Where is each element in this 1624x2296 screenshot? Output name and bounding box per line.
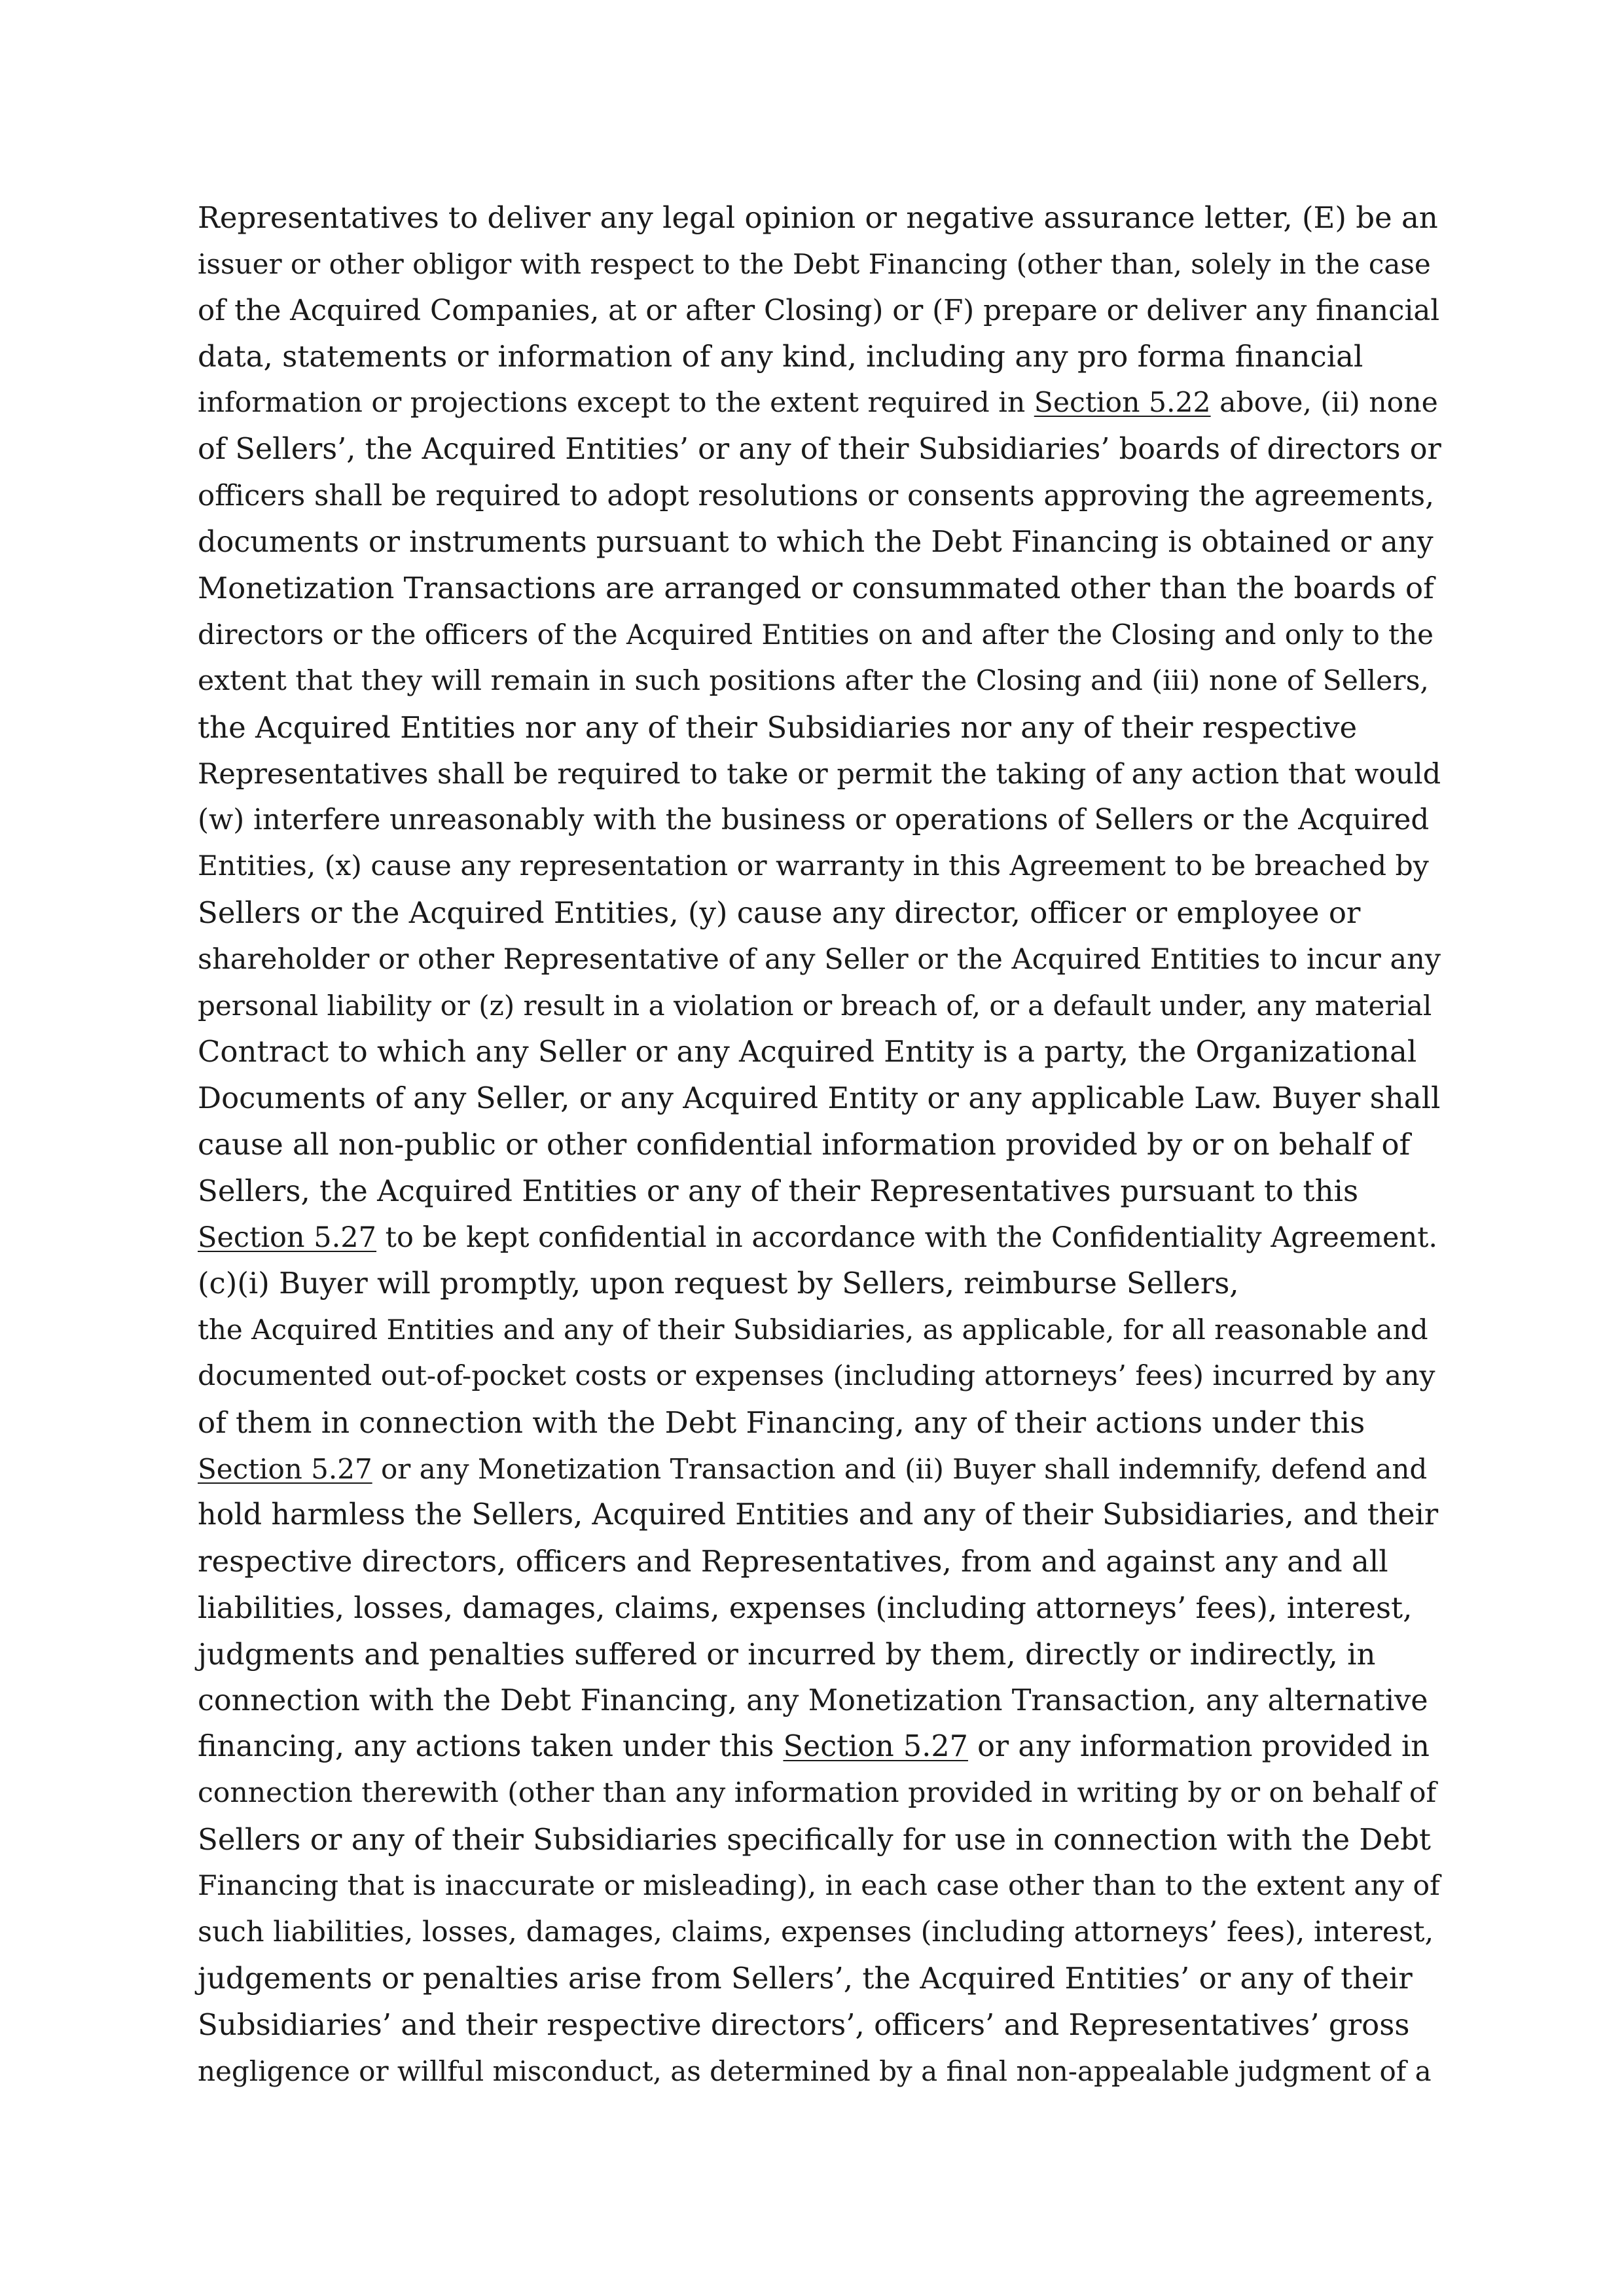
text-segment: liabilities, losses, damages, claims, expenses (including attorneys’ fees), interest,	[198, 1590, 1413, 1625]
section-reference: Section 5.22	[1034, 387, 1211, 420]
text-line	[198, 334, 1441, 380]
text-segment: cause all non-public or other confidential information provided by or on behalf of	[198, 1126, 1411, 1162]
text-line	[198, 2049, 1441, 2095]
text-segment: Sellers, the Acquired Entities or any of their Representatives pursuant to this	[198, 1173, 1359, 1208]
text-segment: Documents of any Seller, or any Acquired Entity or any applicable Law. Buyer shall	[198, 1081, 1441, 1116]
text-segment: connection with the Debt Financing, any Monetization Transaction, any alternative	[198, 1683, 1428, 1717]
text-segment: (w) interfere unreasonably with the business or operations of Sellers or the Acquired	[198, 804, 1430, 837]
text-line	[198, 612, 1441, 658]
text-segment: judgments and penalties suffered or incurred by them, directly or indirectly, in	[198, 1636, 1376, 1672]
text-line	[198, 1863, 1441, 1910]
text-line	[198, 1539, 1441, 1585]
text-line	[198, 1817, 1441, 1863]
text-segment: respective directors, officers and Representatives, from and against any and all	[198, 1544, 1388, 1579]
text-segment: Financing that is inaccurate or misleading), in each case other than to the extent any of	[198, 1869, 1440, 1902]
text-segment: or any Monetization Transaction and (ii) Buyer shall indemnify, defend and	[372, 1452, 1428, 1485]
section-reference: Section 5.27	[198, 1452, 372, 1485]
text-line	[198, 1770, 1441, 1817]
text-line	[198, 890, 1441, 937]
text-line	[198, 288, 1441, 334]
text-segment: documented out-of-pocket costs or expenses (including attorneys’ fees) incurred by any	[198, 1359, 1435, 1392]
text-line	[198, 1585, 1441, 1632]
text-line	[198, 844, 1441, 890]
text-segment: hold harmless the Sellers, Acquired Entities and any of their Subsidiaries, and their	[198, 1498, 1439, 1532]
text-line	[198, 1307, 1441, 1354]
text-segment: financing, any actions taken under this	[198, 1730, 784, 1764]
section-reference: Section 5.27	[783, 1730, 968, 1764]
text-segment: directors or the officers of the Acquired Entities on and after the Closing and only to the	[198, 619, 1434, 651]
text-segment: personal liability or (z) result in a violation or breach of, or a default under, any material	[198, 989, 1432, 1022]
text-line	[198, 937, 1441, 983]
text-line	[198, 751, 1441, 798]
text-segment: Entities, (x) cause any representation or warranty in this Agreement to be breached by	[198, 850, 1429, 883]
text-line	[198, 565, 1441, 612]
text-segment: connection therewith (other than any information provided in writing by or on behalf of	[198, 1777, 1437, 1810]
text-segment: of them in connection with the Debt Financing, any of their actions under this	[198, 1405, 1365, 1440]
text-segment: documents or instruments pursuant to which the Debt Financing is obtained or any	[198, 525, 1434, 559]
text-segment: Sellers or the Acquired Entities, (y) cause any director, officer or employee or	[198, 895, 1361, 930]
text-line	[198, 983, 1441, 1030]
text-line	[198, 2002, 1441, 2049]
text-segment: shareholder or other Representative of any Seller or the Acquired Entities to incur any	[198, 942, 1441, 976]
text-segment: Representatives shall be required to take or permit the taking of any action that would	[198, 757, 1441, 791]
text-segment: above, (ii) none	[1210, 387, 1438, 420]
text-segment: such liabilities, losses, damages, claims, expenses (including attorneys’ fees), interest,	[198, 1916, 1434, 1949]
text-line	[198, 1261, 1441, 1307]
text-line	[198, 1354, 1441, 1400]
text-line	[198, 1215, 1441, 1261]
subsection-number: (c)	[198, 1266, 238, 1301]
text-line	[198, 195, 1441, 242]
text-segment: of Sellers’, the Acquired Entities’ or any of their Subsidiaries’ boards of directors or	[198, 432, 1441, 466]
text-line	[198, 797, 1441, 844]
text-segment: Sellers or any of their Subsidiaries specifically for use in connection with the Debt	[198, 1821, 1432, 1857]
text-line	[198, 1632, 1441, 1678]
text-segment: extent that they will remain in such positions after the Closing and (iii) none of Sellers,	[198, 664, 1429, 697]
text-segment: officers shall be required to adopt resolutions or consents approving the agreements,	[198, 479, 1434, 512]
document-body	[198, 195, 1441, 2095]
text-segment: of the Acquired Companies, at or after Closing) or (F) prepare or deliver any financial	[198, 294, 1440, 327]
text-line	[198, 380, 1441, 427]
text-line	[198, 1909, 1441, 1956]
text-line	[198, 473, 1441, 520]
text-line	[198, 1400, 1441, 1446]
text-line	[198, 1956, 1441, 2002]
text-segment: the Acquired Entities and any of their Subsidiaries, as applicable, for all reasonable and	[198, 1314, 1428, 1346]
text-segment: Contract to which any Seller or any Acquired Entity is a party, the Organizational	[198, 1034, 1417, 1069]
text-line	[198, 1678, 1441, 1725]
text-line	[198, 427, 1441, 473]
text-segment: Subsidiaries’ and their respective directors’, officers’ and Representatives’ gross	[198, 2007, 1410, 2043]
text-segment: Monetization Transactions are arranged or consummated other than the boards of	[198, 571, 1434, 606]
text-line	[198, 242, 1441, 288]
text-segment: information or projections except to the extent required in	[198, 387, 1034, 420]
text-line	[198, 658, 1441, 705]
text-line	[198, 705, 1441, 751]
section-reference: Section 5.27	[198, 1221, 377, 1254]
text-line	[198, 520, 1441, 566]
text-line	[198, 1492, 1441, 1539]
text-segment: data, statements or information of any kind, including any pro forma financial	[198, 339, 1363, 374]
text-segment: judgements or penalties arise from Sellers’, the Acquired Entities’ or any of their	[198, 1961, 1413, 1996]
text-segment: (i) Buyer will promptly, upon request by Sellers, reimburse Sellers,	[237, 1266, 1239, 1301]
text-segment: issuer or other obligor with respect to the Debt Financing (other than, solely in the case	[198, 247, 1431, 280]
text-line	[198, 1075, 1441, 1122]
text-segment: or any information provided in	[967, 1730, 1430, 1764]
text-line	[198, 1029, 1441, 1075]
text-segment: negligence or willful misconduct, as determined by a final non-appealable judgment of a	[198, 2054, 1432, 2087]
text-line	[198, 1122, 1441, 1168]
text-line	[198, 1168, 1441, 1215]
text-segment: to be kept confidential in accordance with the Confidentiality Agreement.	[376, 1221, 1438, 1254]
text-segment: the Acquired Entities nor any of their Subsidiaries nor any of their respective	[198, 709, 1358, 745]
text-line	[198, 1724, 1441, 1770]
text-segment: Representatives to deliver any legal opinion or negative assurance letter, (E) be an	[198, 200, 1438, 235]
text-line	[198, 1446, 1441, 1493]
